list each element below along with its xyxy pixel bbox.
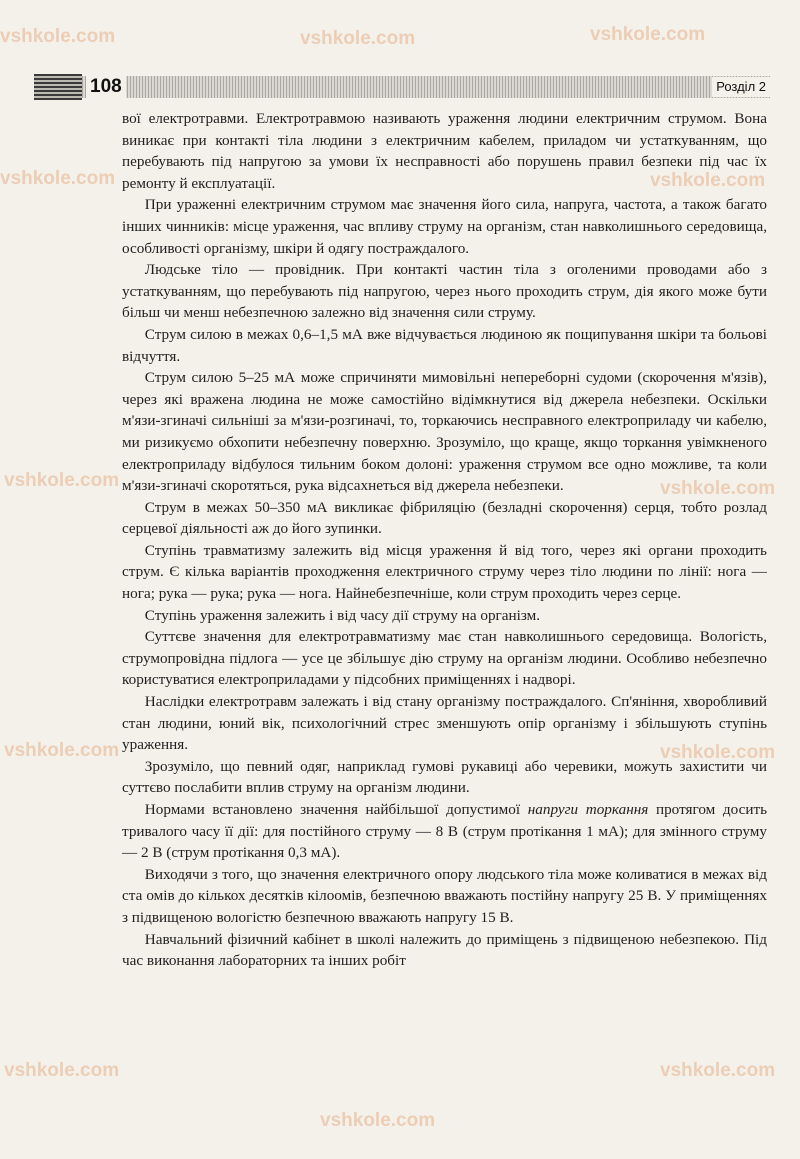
header-mark <box>34 74 82 100</box>
paragraph: Зрозуміло, що певний одяг, наприклад гумові рукавиці або черевики, можуть захистити чи суттєво послабити вплив струму на організм людини. <box>122 757 767 797</box>
paragraph: Наслідки електротравм залежать і від стану організму постраждалого. Сп'яніння, хворобливий стан людини, юний вік, психологічний стрес зменшують опір організму і збільшують ступінь ураження. <box>122 693 767 754</box>
watermark: vshkole.com <box>660 742 776 763</box>
paragraph-norms <box>122 799 767 864</box>
body-text <box>122 108 767 972</box>
page-number: 108 <box>86 74 126 100</box>
paragraph: Струм силою 5–25 мА може спричиняти мимовільні непереборні судоми (скорочення м'язів), через які вражена людина не може самостійно відімкнутися від джерела небезпеки. Оскільки м'язи-згиначі сильніші за м'язи-розгиначі, то, торкаючись несправного електроприладу чи кабелю, ми ризикуємо обхопити небезпечну поверхню. Зрозуміло, що краще, якщо торкання увімкненого електроприладу відбулося тильним боком долоні: ураження струмом все одно можливе, та коли м'язи-згиначі скоротяться, рука відсахнеться від джерела небезпеки. <box>122 369 767 495</box>
paragraph: Суттєве значення для електротравматизму має стан навколишнього середовища. Вологість, струмопровідна підлога — усе це збільшує дію струму на організм людини. Особливо небезпечно користуватися електроприладами у підсобних приміщеннях і надворі. <box>122 628 767 689</box>
watermark: vshkole.com <box>650 170 766 191</box>
watermark: vshkole.com <box>660 1060 776 1081</box>
watermark: vshkole.com <box>4 470 120 491</box>
watermark: vshkole.com <box>4 740 120 761</box>
watermark: vshkole.com <box>300 28 416 49</box>
paragraph: Людське тіло — провідник. При контакті частин тіла з оголеними проводами або з устаткуванням, що перебувають під напругою, через нього проходить струм, дія якого може бути більш чи менш небезпечною залежно від значення сили струму. <box>122 261 767 322</box>
watermark: vshkole.com <box>320 1110 436 1131</box>
section-label: Розділ 2 <box>712 77 770 97</box>
header-band <box>34 76 770 98</box>
norms-text-before: Нормами встановлено значення найбільшої допустимої <box>144 801 528 818</box>
watermark: vshkole.com <box>0 168 116 189</box>
paragraph: Навчальний фізичний кабінет в школі належить до приміщень з підвищеною небезпекою. Під час виконання лабораторних та інших робіт <box>122 930 767 970</box>
norms-italic-term: напруги торкання <box>527 801 649 818</box>
paragraph: вої електротравми. Електротравмою називають ураження людини електричним струмом. Вона виникає при контакті тіла людини з електричним кабелем, приладом чи устаткуванням, що перебувають під напругою за умови їх несправності або порушень правил безпеки під час їх ремонту й експлуатації. <box>122 110 767 192</box>
paragraph: Ступінь травматизму залежить від місця ураження й від того, через які органи проходить струм. Є кілька варіантів проходження електричного струму через тіло людини по лінії: нога — нога; рука — рука; рука — нога. Найнебезпечніше, коли струм проходить через серце. <box>122 541 767 603</box>
paragraph: Ступінь ураження залежить і від часу дії струму на організм. <box>144 606 541 624</box>
paragraph: Струм силою в межах 0,6–1,5 мА вже відчувається людиною як пощипування шкіри та больові відчуття. <box>122 325 767 365</box>
paragraph: Струм в межах 50–350 мА викликає фібриляцію (безладні скорочення) серця, тобто розлад серцевої діяльності аж до його зупинки. <box>122 498 767 538</box>
paragraph: Виходячи з того, що значення електричного опору людського тіла може коливатися в межах від ста омів до кількох десятків кілоомів, безпечною вважають постійну напругу 25 В. У приміщеннях з підвищеною вологістю безпечною вважають напругу 15 В. <box>122 865 767 926</box>
paragraph: При ураженні електричним струмом має значення його сила, напруга, частота, а також багато інших чинників: місце ураження, час впливу струму на організм, стан навколишнього середовища, особливості організму, шкіри й одягу постраждалого. <box>122 196 767 257</box>
watermark: vshkole.com <box>660 478 776 499</box>
running-header <box>34 74 770 102</box>
watermark: vshkole.com <box>4 1060 120 1081</box>
watermark: vshkole.com <box>590 24 706 45</box>
watermark: vshkole.com <box>0 26 116 47</box>
norms-text-after: протягом досить тривалого часу її дії: для постійного струму — 8 В (струм протікання 1 мА); для змінного струму — 2 В (струм протікання 0,3 мА). <box>122 801 768 862</box>
